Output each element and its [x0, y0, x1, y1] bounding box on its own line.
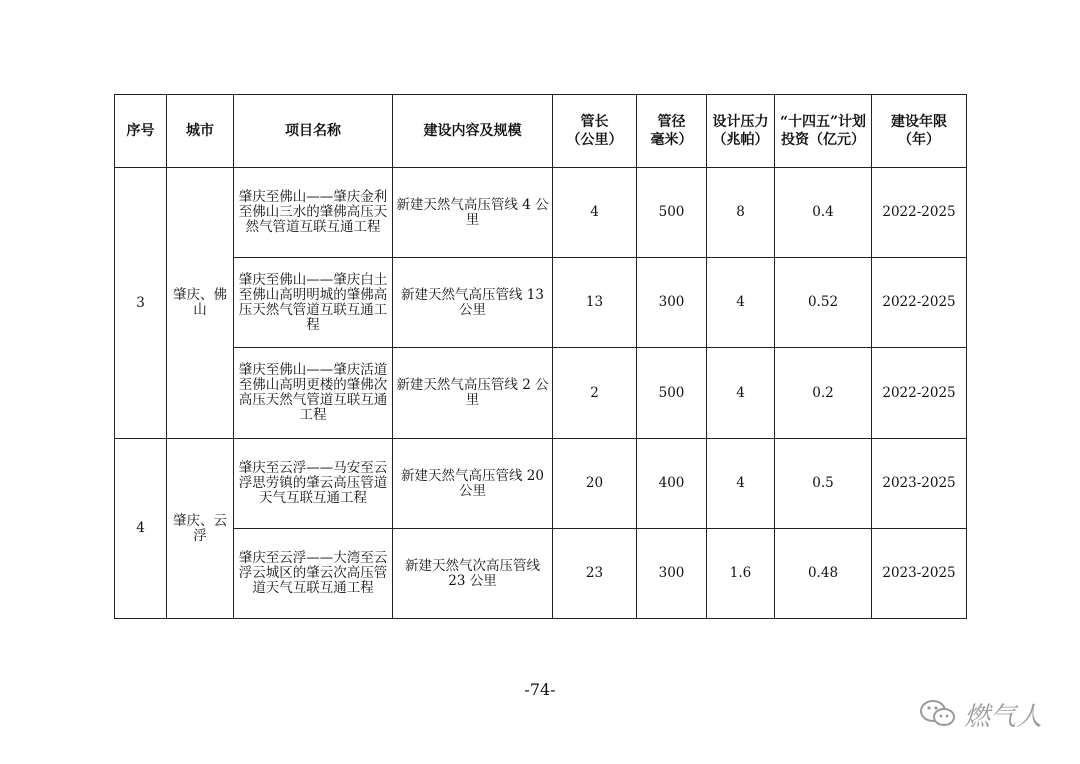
cell-content: 新建天然气高压管线 2 公里 [393, 348, 553, 439]
project-table [114, 94, 967, 619]
cell-name: 肇庆至佛山——肇庆白土至佛山高明明城的肇佛高压天然气管道互联互通工程 [234, 258, 393, 348]
cell-content: 新建天然气高压管线 4 公里 [393, 168, 553, 258]
table-row [115, 168, 967, 258]
cell-seq: 4 [115, 439, 167, 619]
cell-city: 肇庆、云浮 [167, 439, 234, 619]
cell-diameter: 400 [637, 439, 707, 529]
cell-seq: 3 [115, 168, 167, 439]
cell-content: 新建天然气次高压管线 23 公里 [393, 529, 553, 619]
cell-pressure: 8 [707, 168, 775, 258]
header-city: 城市 [167, 95, 234, 168]
header-name: 项目名称 [234, 95, 393, 168]
watermark [918, 694, 1042, 734]
cell-investment: 0.52 [775, 258, 872, 348]
header-years-l1: 建设年限 [891, 114, 947, 130]
cell-years: 2022-2025 [872, 168, 967, 258]
cell-name: 肇庆至云浮——大湾至云浮云城区的肇云次高压管道天气互联互通工程 [234, 529, 393, 619]
watermark-text: 燃气人 [964, 701, 1043, 732]
cell-content: 新建天然气高压管线 13 公里 [393, 258, 553, 348]
header-investment-l1: “十四五”计划 [779, 114, 867, 130]
header-length-l2: （公里） [566, 132, 623, 148]
cell-diameter: 300 [637, 529, 707, 619]
cell-diameter: 300 [637, 258, 707, 348]
cell-investment: 0.5 [775, 439, 872, 529]
table-row [115, 258, 967, 348]
cell-city: 肇庆、佛山 [167, 168, 234, 439]
cell-diameter: 500 [637, 348, 707, 439]
cell-length: 13 [553, 258, 637, 348]
cell-pressure: 1.6 [707, 529, 775, 619]
header-length-l1: 管长 [580, 114, 609, 130]
cell-length: 20 [553, 439, 637, 529]
table-row [115, 439, 967, 529]
table-header-row [115, 95, 967, 168]
cell-name: 肇庆至佛山——肇庆金利至佛山三水的肇佛高压天然气管道互联互通工程 [234, 168, 393, 258]
cell-investment: 0.4 [775, 168, 872, 258]
header-years-l2: （年） [898, 132, 940, 148]
cell-diameter: 500 [637, 168, 707, 258]
cell-investment: 0.48 [775, 529, 872, 619]
cell-content: 新建天然气高压管线 20 公里 [393, 439, 553, 529]
header-years [872, 95, 967, 168]
cell-pressure: 4 [707, 348, 775, 439]
table-row [115, 529, 967, 619]
cell-years: 2022-2025 [872, 258, 967, 348]
table-row [115, 348, 967, 439]
cell-pressure: 4 [707, 439, 775, 529]
header-pressure [707, 95, 775, 168]
header-pressure-l2: （兆帕） [712, 132, 769, 148]
header-pressure-l1: 设计压力 [712, 114, 769, 130]
header-investment [775, 95, 872, 168]
cell-name: 肇庆至佛山——肇庆活道至佛山高明更楼的肇佛次高压天然气管道互联互通工程 [234, 348, 393, 439]
cell-length: 4 [553, 168, 637, 258]
header-investment-l2: 投资（亿元） [781, 132, 865, 148]
cell-years: 2023-2025 [872, 529, 967, 619]
header-diameter [637, 95, 707, 168]
cell-name: 肇庆至云浮——马安至云浮思劳镇的肇云高压管道天气互联互通工程 [234, 439, 393, 529]
page-number: -74- [524, 680, 556, 699]
cell-years: 2023-2025 [872, 439, 967, 529]
header-length [553, 95, 637, 168]
cell-investment: 0.2 [775, 348, 872, 439]
wechat-icon [918, 698, 958, 730]
header-diameter-l2: 毫米） [650, 132, 693, 148]
cell-length: 2 [553, 348, 637, 439]
cell-pressure: 4 [707, 258, 775, 348]
cell-years: 2022-2025 [872, 348, 967, 439]
cell-length: 23 [553, 529, 637, 619]
header-content: 建设内容及规模 [393, 95, 553, 168]
header-seq: 序号 [115, 95, 167, 168]
header-diameter-l1: 管径 [657, 114, 686, 130]
